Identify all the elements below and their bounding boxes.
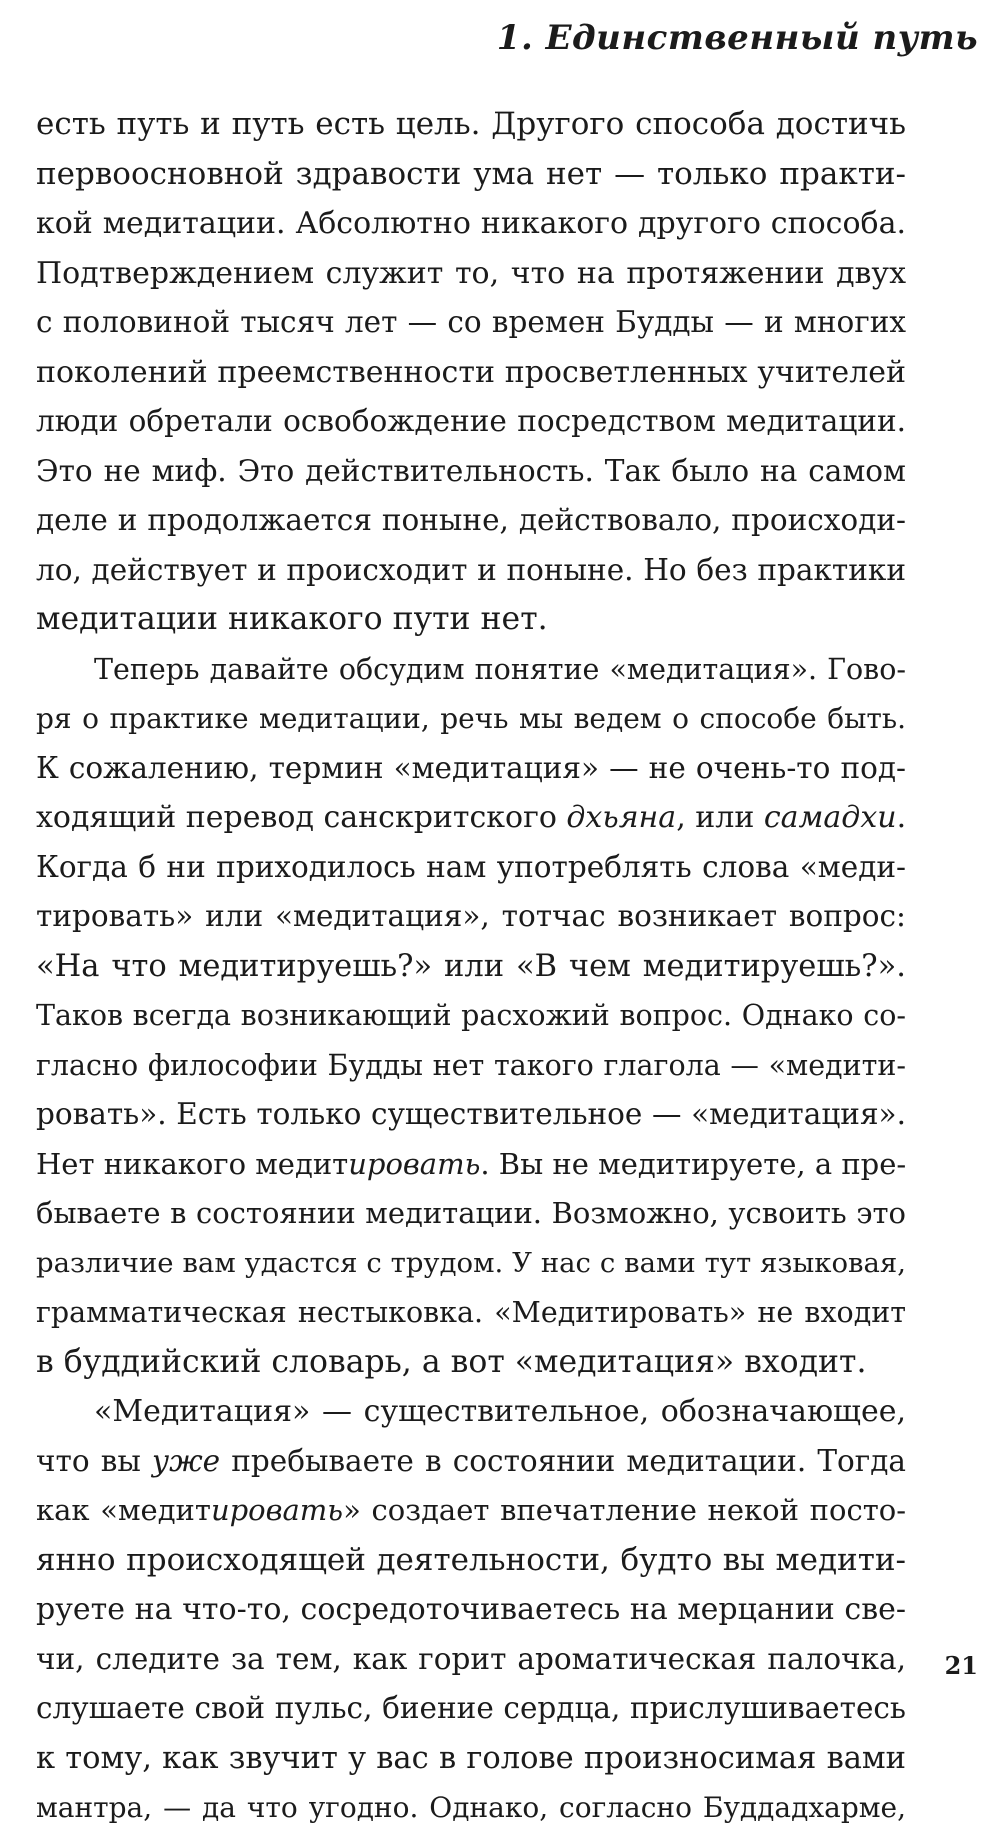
text-line (36, 1288, 906, 1338)
text-segment: чи, следите за тем, как горит ароматическая палочка, (36, 1641, 906, 1676)
text-segment: К сожалению, термин «медитация» — не очень-то под- (36, 750, 906, 785)
text-line (36, 694, 906, 744)
page-number: 21 (944, 1651, 978, 1680)
text-line (36, 793, 906, 843)
text-line (36, 595, 906, 645)
text-segment: ря о практике медитации, речь мы ведем о способе быть. (36, 702, 906, 735)
text-segment: ходящий перевод санскритского (36, 800, 567, 835)
text-line (36, 1437, 906, 1487)
text-line (36, 150, 906, 200)
text-segment: тировать» или «медитация», тотчас возникает вопрос: (36, 899, 906, 933)
text-line (36, 447, 906, 497)
text-segment: есть путь и путь есть цель. Другого способа достичь (36, 106, 906, 142)
text-line (36, 1338, 906, 1388)
text-line (36, 1387, 906, 1437)
text-line (36, 1783, 906, 1833)
text-segment: гласно философии Будды нет такого глагола — «медити- (36, 1048, 906, 1082)
italic-term: уже (151, 1443, 221, 1478)
body-text (36, 100, 906, 1833)
text-line (36, 843, 906, 893)
running-head-title: 1. Единственный путь (496, 18, 978, 58)
text-line (36, 1090, 906, 1140)
text-segment: Таков всегда возникающий расхожий вопрос. Однако со- (36, 999, 906, 1032)
text-segment: Это не миф. Это действительность. Так было на самом (36, 453, 906, 488)
text-line (36, 1140, 906, 1190)
paragraph (36, 100, 906, 645)
text-segment: пребываете в состоянии медитации. Тогда (220, 1443, 906, 1478)
text-line (36, 397, 906, 447)
text-segment: ровать». Есть только существительное — «медитация». (36, 1097, 906, 1131)
text-segment: Теперь давайте обсудим понятие «медитация». Гово- (94, 652, 906, 686)
text-segment: ло, действует и происходит и поныне. Но без практики (36, 552, 906, 587)
text-line (36, 249, 906, 299)
text-segment: мантра, — да что угодно. Однако, согласно Буддадхарме, (36, 1791, 906, 1824)
text-segment: «На что медитируешь?» или «В чем медитируешь?». (36, 948, 906, 984)
text-segment: медитации никакого пути нет. (36, 601, 548, 637)
text-segment: . (896, 800, 907, 835)
text-line (36, 1684, 906, 1734)
text-segment: первоосновной здравости ума нет — только практи- (36, 155, 906, 192)
text-line (36, 645, 906, 695)
text-segment: Когда б ни приходилось нам употреблять слова «меди- (36, 849, 906, 884)
text-segment: слушаете свой пульс, биение сердца, прислушиваетесь (36, 1691, 906, 1725)
text-line (36, 1536, 906, 1586)
text-line (36, 199, 906, 249)
text-segment: как «медит (36, 1493, 211, 1527)
paragraph (36, 1387, 906, 1833)
text-line (36, 1635, 906, 1685)
text-segment: , или (676, 800, 764, 835)
text-line (36, 546, 906, 596)
text-segment: в буддийский словарь, а вот «медитация» входит. (36, 1343, 867, 1380)
text-segment: различие вам удастся с трудом. У нас с вами тут языковая, (36, 1246, 906, 1279)
text-line (36, 991, 906, 1041)
text-line (36, 1041, 906, 1091)
text-segment: руете на что-то, сосредоточиваетесь на мерцании све- (36, 1592, 906, 1627)
italic-term: самадхи (763, 800, 897, 835)
text-line (36, 298, 906, 348)
text-line (36, 1585, 906, 1635)
text-segment: янно происходящей деятельности, будто вы медити- (36, 1541, 906, 1578)
text-segment: что вы (36, 1443, 152, 1478)
text-segment: кой медитации. Абсолютно никакого другого способа. (36, 206, 906, 241)
text-segment: Подтверждением служит то, что на протяжении двух (36, 255, 906, 291)
text-line (36, 1486, 906, 1536)
text-segment: Нет никакого медит (36, 1146, 349, 1181)
text-line (36, 348, 906, 398)
italic-term: ировать (210, 1493, 344, 1527)
text-line (36, 1189, 906, 1239)
italic-term: ировать (348, 1146, 481, 1181)
text-segment: бываете в состоянии медитации. Возможно, усвоить это (36, 1196, 906, 1230)
text-line (36, 1734, 906, 1784)
text-line (36, 744, 906, 794)
text-line (36, 1239, 906, 1289)
text-line (36, 496, 906, 546)
text-line (36, 942, 906, 992)
text-segment: поколений преемственности просветленных учителей (36, 354, 906, 390)
text-line (36, 892, 906, 942)
text-segment: «Медитация» — существительное, обозначающее, (94, 1394, 906, 1429)
text-line (36, 100, 906, 150)
italic-term: дхьяна (566, 800, 677, 835)
paragraph (36, 645, 906, 1388)
text-segment: деле и продолжается поныне, действовало, происходи- (36, 503, 906, 537)
text-segment: к тому, как звучит у вас в голове произносимая вами (36, 1740, 906, 1776)
text-segment: » создает впечатление некой посто- (343, 1493, 906, 1527)
text-segment: грамматическая нестыковка. «Медитировать» не входит (36, 1296, 906, 1329)
text-segment: с половиной тысяч лет — со времен Будды — и многих (36, 305, 906, 339)
text-segment: . Вы не медитируете, а пре- (480, 1146, 907, 1181)
text-segment: люди обретали освобождение посредством медитации. (36, 404, 906, 438)
